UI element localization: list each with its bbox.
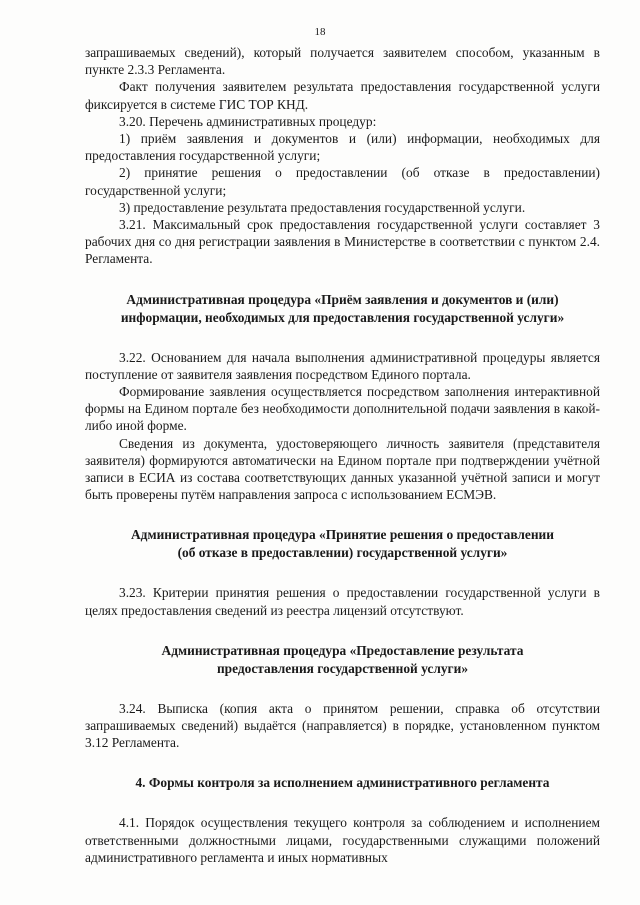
paragraph: 3.21. Максимальный срок предоставления государственной услуги составляет 3 рабочих дня со дня регистрации заявления в Министерстве в соответствии с пунктом 2.4. Регламента. (85, 217, 600, 267)
paragraph: 3.23. Критерии принятия решения о предоставлении государственной услуги в целях предоставления сведений из реестра лицензий отсутствуют. (85, 585, 600, 618)
heading-line: предоставления государственной услуги» (216, 660, 469, 676)
document-body (85, 44, 600, 866)
paragraph: 3.20. Перечень административных процедур: (119, 113, 377, 129)
paragraph: 3.24. Выписка (копия акта о принятом решении, справка об отсутствии запрашиваемых сведений) выдаётся (направляется) в порядке, установленном пунктом 3.12 Регламента. (85, 700, 600, 751)
section-heading (85, 642, 600, 678)
paragraph: Факт получения заявителем результата предоставления государственной услуги фиксируется в системе ГИС ТОР КНД. (85, 79, 600, 112)
heading-line: информации, необходимых для предоставления государственной услуги» (120, 309, 565, 325)
list-item: 3) предоставление результата предоставления государственной услуги. (119, 199, 526, 215)
page-number: 18 (314, 26, 326, 38)
paragraph: Сведения из документа, удостоверяющего личность заявителя (представителя заявителя) формируются автоматически на Едином портале при подтверждении учётной записи в ЕСИА из состава соответствующих данных указанной учётной записи и могут быть проверены путём направления запроса с использованием ЕСМЭВ. (85, 435, 600, 503)
paragraph: запрашиваемых сведений), который получается заявителем способом, указанным в пункте 2.3.3 Регламента. (85, 45, 600, 78)
paragraph: 4.1. Порядок осуществления текущего контроля за соблюдением и исполнением ответственными должностными лицами, государственными служащими положений административного регламента и иных нормативных (85, 815, 600, 865)
list-item: 1) приём заявления и документов и (или) информации, необходимых для предоставления государственной услуги; (85, 131, 600, 164)
heading-line: Административная процедура «Предоставление результата (161, 642, 524, 658)
paragraph: 3.22. Основанием для начала выполнения административной процедуры является поступление от заявителя заявления посредством Единого портала. (85, 349, 600, 382)
heading-line: Административная процедура «Принятие решения о предоставлении (131, 527, 554, 543)
section-heading (85, 291, 600, 327)
heading-line: (об отказе в предоставлении) государственной услуги» (177, 545, 508, 561)
chapter-heading: 4. Формы контроля за исполнением административного регламента (135, 775, 550, 791)
list-item: 2) принятие решения о предоставлении (об отказе в предоставлении) государственной услуги; (85, 165, 600, 198)
section-heading (85, 526, 600, 562)
paragraph: Формирование заявления осуществляется посредством заполнения интерактивной формы на Едином портале без необходимости дополнительной подачи заявления в какой-либо иной форме. (85, 384, 600, 434)
heading-line: Административная процедура «Приём заявления и документов и (или) (126, 291, 559, 307)
